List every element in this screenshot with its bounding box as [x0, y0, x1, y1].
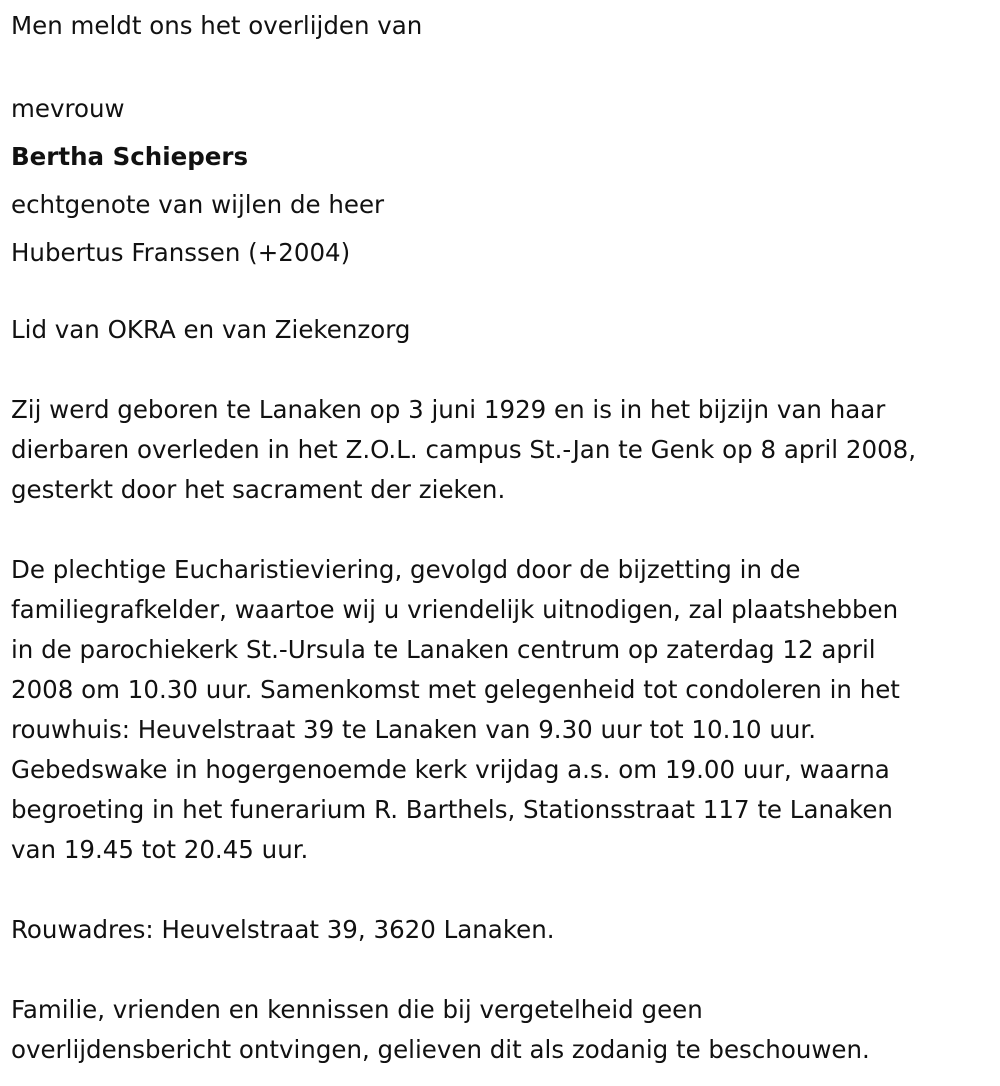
spacer [11, 350, 996, 390]
paragraph-line: gesterkt door het sacrament der zieken. [11, 475, 506, 504]
paragraph-line: van 19.45 tot 20.45 uur. [11, 835, 309, 864]
closing-paragraph [11, 990, 996, 1070]
spacer [11, 277, 996, 310]
obituary-document [11, 0, 996, 1070]
spacer [11, 870, 996, 910]
paragraph-line: Zij werd geboren te Lanaken op 3 juni 1929 en is in het bijzijn van haar [11, 395, 886, 424]
paragraph-line: in de parochiekerk St.-Ursula te Lanaken centrum op zaterdag 12 april [11, 635, 876, 664]
paragraph-line: Gebedswake in hogergenoemde kerk vrijdag a.s. om 19.00 uur, waarna [11, 755, 890, 784]
paragraph-line: Familie, vrienden en kennissen die bij vergetelheid geen [11, 995, 703, 1024]
intro-text: Men meldt ons het overlijden van [11, 11, 423, 40]
mourning-address: Rouwadres: Heuvelstraat 39, 3620 Lanaken. [11, 915, 555, 944]
spacer [11, 46, 996, 85]
spacer [11, 510, 996, 550]
paragraph-line: overlijdensbericht ontvingen, gelieven dit als zodanig te beschouwen. [11, 1035, 870, 1064]
funeral-paragraph [11, 550, 996, 870]
paragraph-line: 2008 om 10.30 uur. Samenkomst met gelegenheid tot condoleren in het [11, 675, 900, 704]
title-text: mevrouw [11, 94, 125, 123]
paragraph-line: begroeting in het funerarium R. Barthels, Stationsstraat 117 te Lanaken [11, 795, 893, 824]
spacer [11, 950, 996, 990]
paragraph-line: rouwhuis: Heuvelstraat 39 te Lanaken van 9.30 uur tot 10.10 uur. [11, 715, 817, 744]
paragraph-line: familiegrafkelder, waartoe wij u vriendelijk uitnodigen, zal plaatshebben [11, 595, 899, 624]
birth-death-paragraph [11, 390, 996, 510]
relation-text: echtgenote van wijlen de heer [11, 190, 385, 219]
membership-text: Lid van OKRA en van Ziekenzorg [11, 315, 411, 344]
spouse-name: Hubertus Franssen (+2004) [11, 238, 351, 267]
paragraph-line: dierbaren overleden in het Z.O.L. campus St.-Jan te Genk op 8 april 2008, [11, 435, 917, 464]
deceased-name: Bertha Schiepers [11, 142, 249, 171]
paragraph-line: De plechtige Eucharistieviering, gevolgd door de bijzetting in de [11, 555, 801, 584]
